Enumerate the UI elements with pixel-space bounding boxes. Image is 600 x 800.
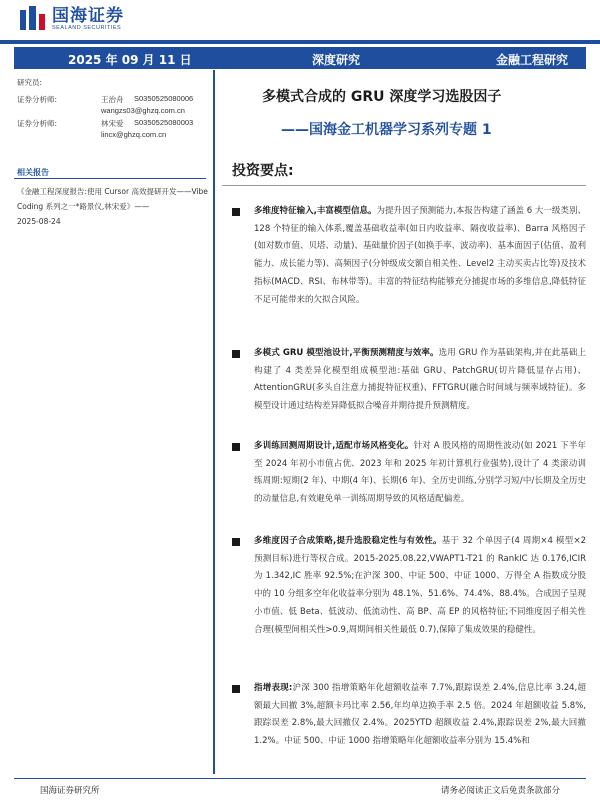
researcher-label: 研究员: (17, 78, 43, 87)
footer-disclaimer: 请务必阅读正文后免责条款部分 (440, 786, 560, 796)
bullet-icon (232, 443, 240, 451)
report-subtitle: ——国海金工机器学习系列专题 1 (281, 122, 492, 138)
analyst-name: 林宋爱 (101, 119, 124, 128)
key-point-paragraph (254, 533, 586, 639)
report-series: 金融工程研究 (495, 53, 568, 67)
bullet-icon (232, 685, 240, 693)
top-divider (0, 40, 600, 44)
key-point-body: 沪深 300 指增策略年化超额收益率 7.7%,跟踪误差 2.4%,信息比率 3.24,超额最大回撤 3%,超额卡玛比率 2.56,年均单边换手率 2.5 倍。2024 年超额收益 5.8%,跟踪误差 2.8%,最大回撤仅 2.4%。2025YTD 超额收益 2.4%,跟踪误差 2%,最大回撤 1.2%。中证 500、中证 1000 指增策略年化超额收益率分别为 15.4%和 (254, 683, 586, 747)
analyst-name: 王治舟 (101, 95, 124, 104)
company-logo (20, 4, 124, 34)
analyst-role: 证券分析师: (17, 119, 58, 128)
key-point-body: 选用 GRU 作为基础架构,并在此基础上构建了 4 类差异化模型组成模型池:基础 GRU、PatchGRU(切片降低显存占用)、AttentionGRU(多头自注意力捕捉特征权重)、FFTGRU(融合时间域与频率域特征)。多模型设计通过结构差异降低拟合噪音并期待提升预测精度。 (254, 348, 587, 412)
logo-en: SEALAND SECURITIES (52, 24, 122, 31)
related-divider (14, 178, 206, 179)
key-point-paragraph (254, 345, 586, 416)
analyst-email[interactable]: lincx@ghzq.com.cn (101, 130, 167, 139)
report-date: 2025 年 09 月 11 日 (68, 53, 192, 67)
logo-mark-icon (20, 6, 46, 32)
logo-cn: 国海证券 (52, 5, 124, 26)
related-reports-title: 相关报告 (17, 168, 49, 177)
footer-divider (14, 778, 586, 779)
key-point-lead: 指增表现: (254, 683, 293, 693)
key-point-body: 为提升因子预测能力,本报告构建了涵盖 6 大一级类别、128 个特征的输入体系,覆盖基础收益率(如日内收益率、隔夜收益率)、Barra 风格因子(如对数市值、贝塔、动量)、基础量价因子(如换手率、波动率)、基本面因子(估值、盈利能力、成长能力等)、高频因子(分钟级成交额自相关性、Level2 主动买卖占比等)及技术指标(MACD、RSI、布林带等)。丰富的特征结构能够充分捕捉市场的多维信息,降低特征不足可能带来的欠拟合风险。 (254, 206, 586, 305)
analyst-cert: S0350525080006 (134, 94, 194, 103)
key-point-paragraph (254, 203, 586, 309)
report-type: 深度研究 (312, 53, 361, 67)
footer-institute: 国海证券研究所 (40, 786, 100, 796)
key-point-body: 基于 32 个单因子(4 周期×4 模型×2 预测目标)进行等权合成。2015-2025.08.22,VWAPT1-T21 的 RankIC 达 0.176,ICIR 为 1.342,IC 胜率 92.5%;在沪深 300、中证 500、中证 1000、万得全 A 指数成分股中的 10 分组多空年化收益率分别为 48.1%、51.6%、74.4%、88.4%。合成因子呈现小市值、低 Beta、低波动、低流动性、高 BP、高 EP 的风格特征;不同维度因子相关性合理(模型间相关性>0.9,周期间相关性最低 0.7),保障了集成效果的稳健性。 (254, 536, 586, 635)
analyst-role: 证券分析师: (17, 95, 58, 104)
column-divider (213, 70, 215, 774)
header-bar (14, 47, 586, 69)
key-points-heading: 投资要点: (232, 163, 294, 179)
related-report-text: 《金融工程深度报告:使用 Cursor 高效提研开发——Vibe Coding 系列之一*路景仪,林宋爱》—— (17, 187, 208, 211)
bullet-icon (232, 538, 240, 546)
related-report-date: 2025-08-24 (17, 217, 61, 226)
related-report-item[interactable] (17, 184, 209, 229)
analyst-cert: S0350525080003 (134, 118, 194, 127)
key-point-paragraph (254, 680, 586, 751)
key-point-lead: 多维度特征输入,丰富模型信息。 (254, 206, 377, 216)
key-point-lead: 多维度因子合成策略,提升选股稳定性与有效性。 (254, 536, 442, 546)
key-point-lead: 多训练回测周期设计,适配市场风格变化。 (254, 441, 414, 451)
report-title: 多模式合成的 GRU 深度学习选股因子 (262, 89, 502, 105)
key-point-body: 针对 A 股风格的周期性波动(如 2021 下半年至 2024 年初小市值占优、2023 年和 2025 年初计算机行业强势),设计了 4 类滚动训练周期:短期(2 年)、中期(4 年)、长期(6 年)、全历史训练,分别学习短/中/长期及全历史的动量信息,有效避免单一训练周期导致的风格适配偏差。 (254, 441, 586, 505)
key-point-lead: 多模式 GRU 模型池设计,平衡预测精度与效率。 (254, 348, 439, 358)
bullet-icon (232, 350, 240, 358)
key-points-divider (222, 185, 586, 186)
bullet-icon (232, 208, 240, 216)
key-point-paragraph (254, 438, 586, 509)
analyst-email[interactable]: wangzs03@ghzq.com.cn (101, 106, 185, 115)
